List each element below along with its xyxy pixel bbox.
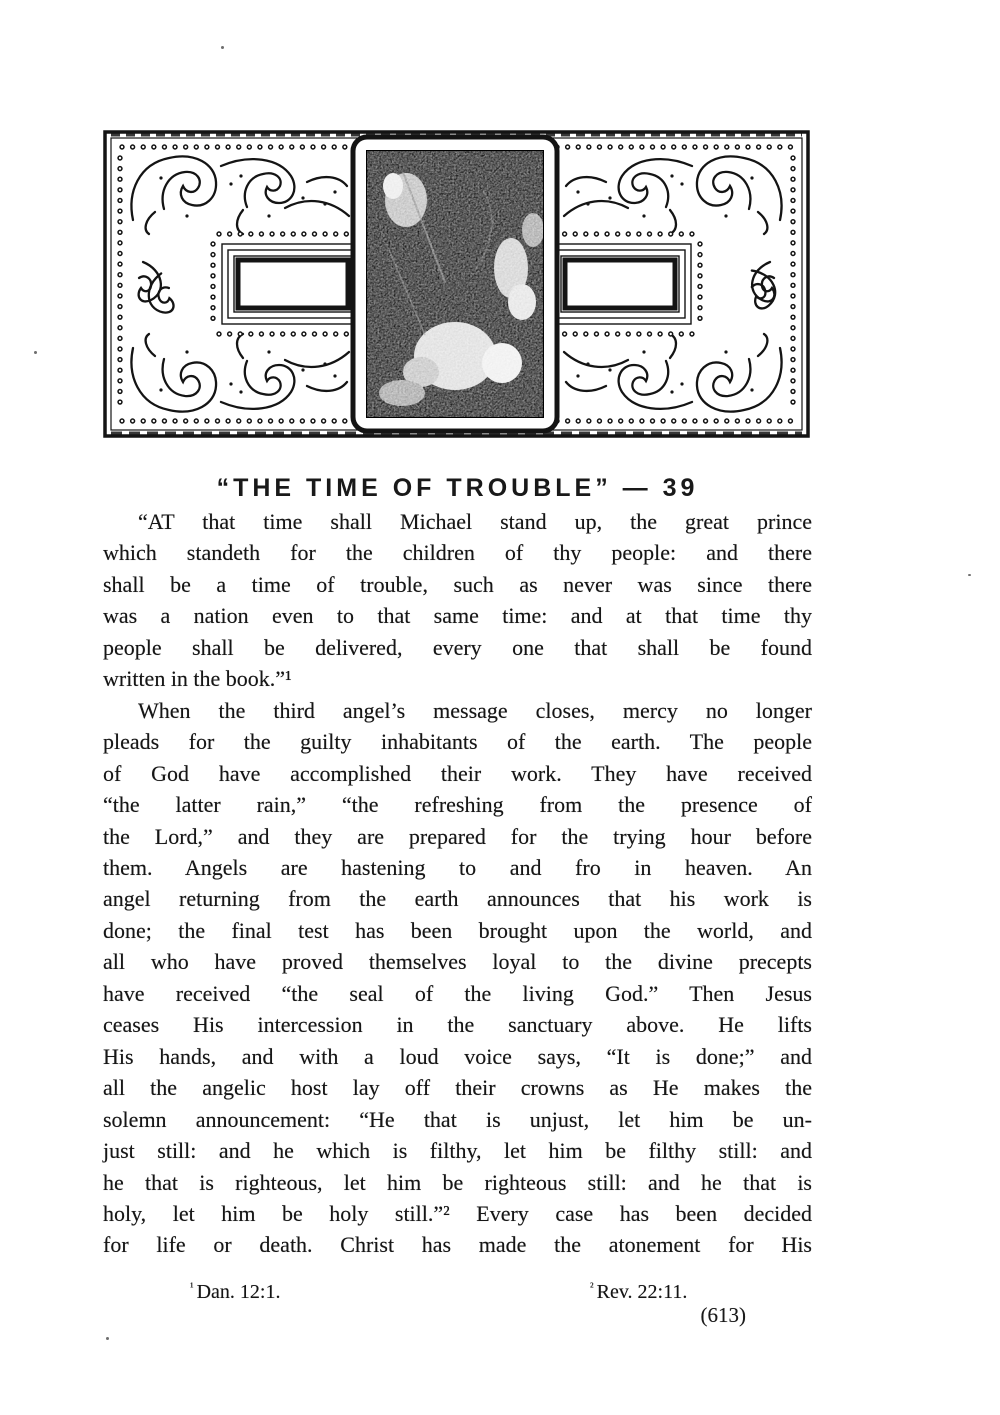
footnote-2-text: Rev. 22:11. [596,1281,688,1303]
paragraph-2-line-14: solemn announcement: “He that is unjust, let him be un- [103,1106,812,1132]
scan-speck [221,46,224,49]
paragraph-1-line-2: which standeth for the children of thy people: and there [103,540,812,566]
ornament-right-cartouche [549,234,700,334]
ornament-left-cartouche [213,234,364,334]
paragraph-2-line-12: His hands, and with a loud voice says, “It is done;” and [103,1043,812,1069]
paragraph-1-line-1: “AT that time shall Michael stand up, the great prince [138,509,812,534]
paragraph-2-line-4: “the latter rain,” “the refreshing from the presence of [103,792,812,818]
paragraph-1-line-4: was a nation even to that same time: and at that time thy [103,603,812,629]
paragraph-2-line-6: them. Angels are hastening to and fro in heaven. An [103,854,812,880]
paragraph-2-line-9: all who have proved themselves loyal to the divine precepts [103,949,812,975]
center-engraving [353,137,557,431]
scan-speck [106,1337,109,1340]
paragraph-2-line-10: have received “the seal of the living God.” Then Jesus [103,980,812,1006]
footnote-2-marker: ² [590,1280,594,1294]
footnote-2 [590,1280,687,1304]
scan-speck [968,574,971,576]
page-number: (613) [700,1303,746,1327]
paragraph-2-line-2: pleads for the guilty inhabitants of the earth. The people [103,729,812,755]
paragraph-2-line-3: of God have accomplished their work. They have received [103,760,812,786]
body-text [103,506,812,1261]
paragraph-2-line-13: all the angelic host lay off their crowns as He makes the [103,1075,812,1101]
chapter-header-ornament [103,130,810,438]
footnote-1-marker: ¹ [190,1280,194,1294]
footnote-1 [190,1280,281,1304]
footnote-1-text: Dan. 12:1. [196,1281,281,1303]
chapter-title: “THE TIME OF TROUBLE” — 39 [216,473,699,502]
paragraph-1-line-6: written in the book.”¹ [103,666,292,692]
paragraph-1-line-3: shall be a time of trouble, such as never was since there [103,571,812,597]
paragraph-2-line-7: angel returning from the earth announces that his work is [103,886,812,912]
paragraph-2-line-16: he that is righteous, let him be righteous still: and he that is [103,1169,812,1195]
paragraph-2-line-8: done; the final test has been brought upon the world, and [103,917,812,943]
paragraph-2-line-1: When the third angel’s message closes, mercy no longer [138,697,812,723]
scan-speck [34,351,37,354]
paragraph-2-line-5: the Lord,” and they are prepared for the trying hour before [103,823,812,849]
paragraph-2-line-18: for life or death. Christ has made the atonement for His [103,1232,812,1258]
paragraph-2-line-11: ceases His intercession in the sanctuary above. He lifts [103,1012,812,1038]
paragraph-2-line-17: holy, let him be holy still.”² Every case has been decided [103,1200,812,1226]
paragraph-1-line-5: people shall be delivered, every one that shall be found [103,634,812,660]
paragraph-2-line-15: just still: and he which is filthy, let him be filthy still: and [103,1138,812,1164]
